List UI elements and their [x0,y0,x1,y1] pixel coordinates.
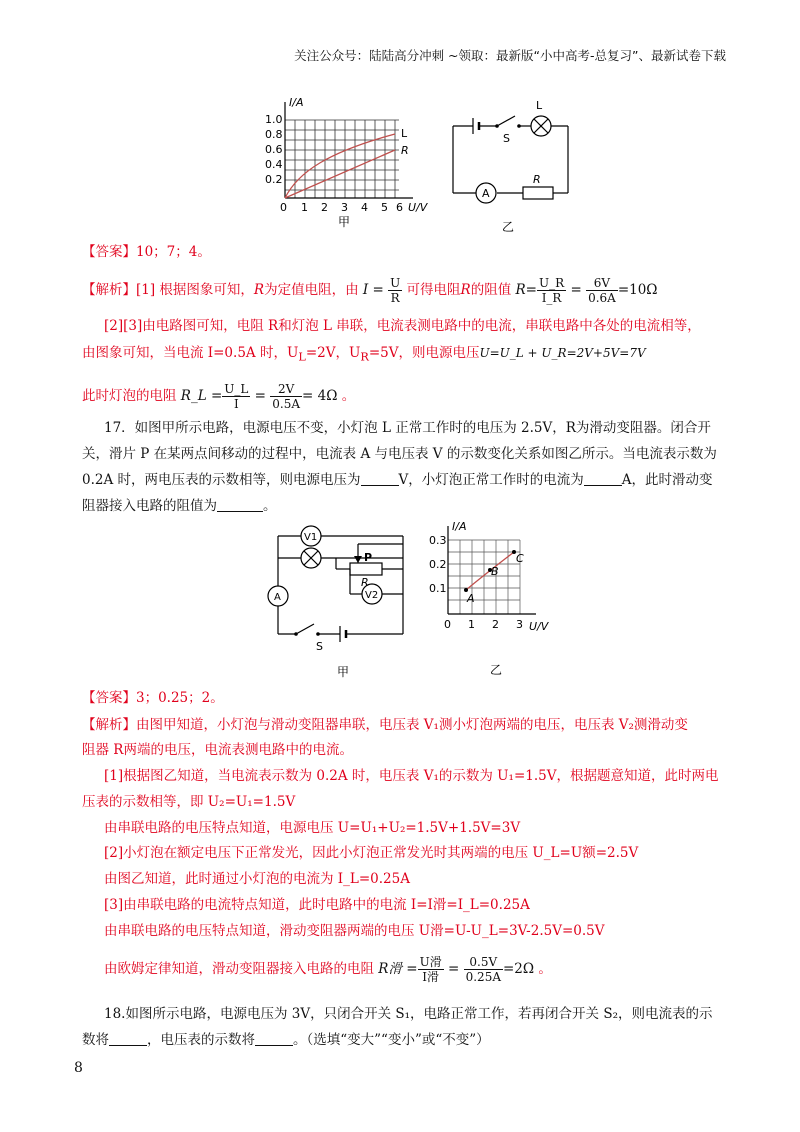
svg-text:S: S [503,132,510,145]
curve-L [285,134,395,198]
svg-text:A: A [467,592,475,605]
svg-text:V2: V2 [365,590,379,601]
blank-2 [584,471,622,486]
svg-text:A: A [274,592,281,603]
svg-text:6: 6 [396,201,403,214]
svg-text:A: A [482,187,490,200]
q16-explain-2: [2][3]由电路图可知，电阻 R和灯泡 L 串联，电流表测电路中的电流，串联电路中各处的电流相等， [104,318,701,334]
svg-text:0.2: 0.2 [429,558,447,571]
svg-text:0.6: 0.6 [265,143,283,156]
blank-q18-2 [255,1031,293,1046]
q17-explain-9: 由串联电路的电压特点知道，滑动变阻器两端的电压 U滑=U-U_L=3V-2.5V=0.5V [104,923,605,939]
svg-text:5: 5 [381,201,388,214]
svg-text:2: 2 [321,201,328,214]
svg-text:V1: V1 [304,532,318,543]
q17-explain-6: [2]小灯泡在额定电压下正常发光，因此小灯泡正常发光时其两端的电压 U_L=U额=2.5V [104,845,639,861]
page-number: 8 [74,1060,83,1076]
svg-text:R: R [401,144,409,157]
svg-text:1.0: 1.0 [265,113,283,126]
svg-text:0: 0 [280,201,287,214]
q17-explain-5: 由串联电路的电压特点知道，电源电压 U=U₁+U₂=1.5V+1.5V=3V [104,820,521,836]
q17-line-2: 关，滑片 P 在某两点间移动的过程中，电流表 A 与电压表 V 的示数变化关系如图乙所示。当电流表示数为 [82,446,717,462]
svg-text:R: R [361,576,369,589]
svg-text:0.3: 0.3 [429,534,447,547]
caption-yi: 乙 [502,220,515,233]
q17-explain-8: [3]由串联电路的电流特点知道，此时电路中的电流 I=I滑=I_L=0.25A [104,897,530,913]
q17-explain-3: [1]根据图乙知道，当电流表示数为 0.2A 时，电压表 V₁的示数为 U₁=1.5V，根据题意知道，此时两电 [104,768,719,784]
svg-text:0.8: 0.8 [265,128,283,141]
svg-text:B: B [491,565,499,578]
q17-explain-2: 阻器 R两端的电压，电流表测电路中的电流。 [82,742,353,758]
svg-text:1: 1 [301,201,308,214]
caption-jia: 甲 [338,215,351,229]
q16-explain-3: 由图象可知，当电流 I=0.5A 时，$U_L=2V$，$U_R=5V$，则电源电压U=U_L + U_R=2V+5V=7V [82,345,646,364]
svg-text:I/A: I/A [452,520,467,533]
q16-answer: 【答案】10；7；4。 [82,244,211,260]
blank-3 [217,497,263,512]
svg-text:3: 3 [516,618,523,631]
caption-yi-17: 乙 [490,663,503,677]
svg-text:R: R [533,173,541,186]
svg-text:3: 3 [341,201,348,214]
q17-explain-7: 由图乙知道，此时通过小灯泡的电流为 I_L=0.25A [104,871,410,887]
fig16-circuit [445,98,585,233]
svg-text:L: L [401,127,408,140]
svg-text:L: L [536,99,543,112]
fig17-circuit [258,514,418,684]
q18-line-2: 数将 ，电压表的示数将 。（选填“变大”“变小”或“不变”） [82,1032,490,1048]
svg-text:C: C [516,552,524,565]
svg-text:1: 1 [468,618,475,631]
svg-text:0.1: 0.1 [429,582,447,595]
svg-text:0.4: 0.4 [265,158,283,171]
svg-text:0: 0 [444,618,451,631]
q18-line-1: 18.如图所示电路，电源电压为 3V，只闭合开关 S₁，电路正常工作，若再闭合开关 S₂，则电流表的示 [104,1006,713,1022]
svg-text:2: 2 [492,618,499,631]
x-axis-label: U/V [408,201,428,214]
q17-line-4: 阻器接入电路的阻值为 。 [82,498,277,514]
blank-1 [361,471,399,486]
svg-text:4: 4 [361,201,368,214]
q17-answer: 【答案】3；0.25；2。 [82,690,224,706]
page-header: 关注公众号：陆陆高分冲刺 ~领取：最新版“小中高考-总复习”、最新试卷下载 [294,48,726,63]
svg-text:S: S [316,640,323,653]
svg-text:U/V: U/V [529,620,549,633]
q16-explain-4: 此时灯泡的电阻 R_L = $\frac{U\_L}{I}$ = $\frac{2V}{0.5A}$ = 4Ω 。 [82,382,356,411]
curve-R [285,150,395,198]
q17-explain-1: 【解析】由图甲知道，小灯泡与滑动变阻器串联，电压表 V₁测小灯泡两端的电压，电压表 V₂测滑动变 [82,717,688,733]
svg-text:0.2: 0.2 [265,173,283,186]
svg-text:P: P [364,551,373,564]
q17-line-3: 0.2A 时，两电压表的示数相等，则电源电压为 V，小灯泡正常工作时的电流为 A，此时滑动变 [82,472,713,488]
caption-jia-17: 甲 [337,665,350,679]
q16-explain-1: 【解析】[1] 根据图象可知，R为定值电阻，由 I = $\frac{U}{R}$ 可得电阻R的阻值 R= $\frac{U\_R}{I\_R}$ = $\frac{6V}{0.6A}$ =10Ω [82,276,658,305]
q17-line-1: 17．如图甲所示电路，电源电压不变，小灯泡 L 正常工作时的电压为 2.5V，R为滑动变阻器。闭合开 [104,420,711,436]
q17-explain-10: 由欧姆定律知道，滑动变阻器接入电路的电阻 R滑 = $\frac{\text{U滑}}{\text{I滑}}$ = $\frac{0.5V}{0.25A}$ =2Ω 。 [104,955,552,984]
q17-explain-4: 压表的示数相等，即 U₂=U₁=1.5V [82,794,296,810]
fig16-graph [258,92,438,232]
y-axis-label: I/A [289,96,304,109]
blank-q18-1 [109,1031,147,1046]
fig17-graph [428,518,568,684]
